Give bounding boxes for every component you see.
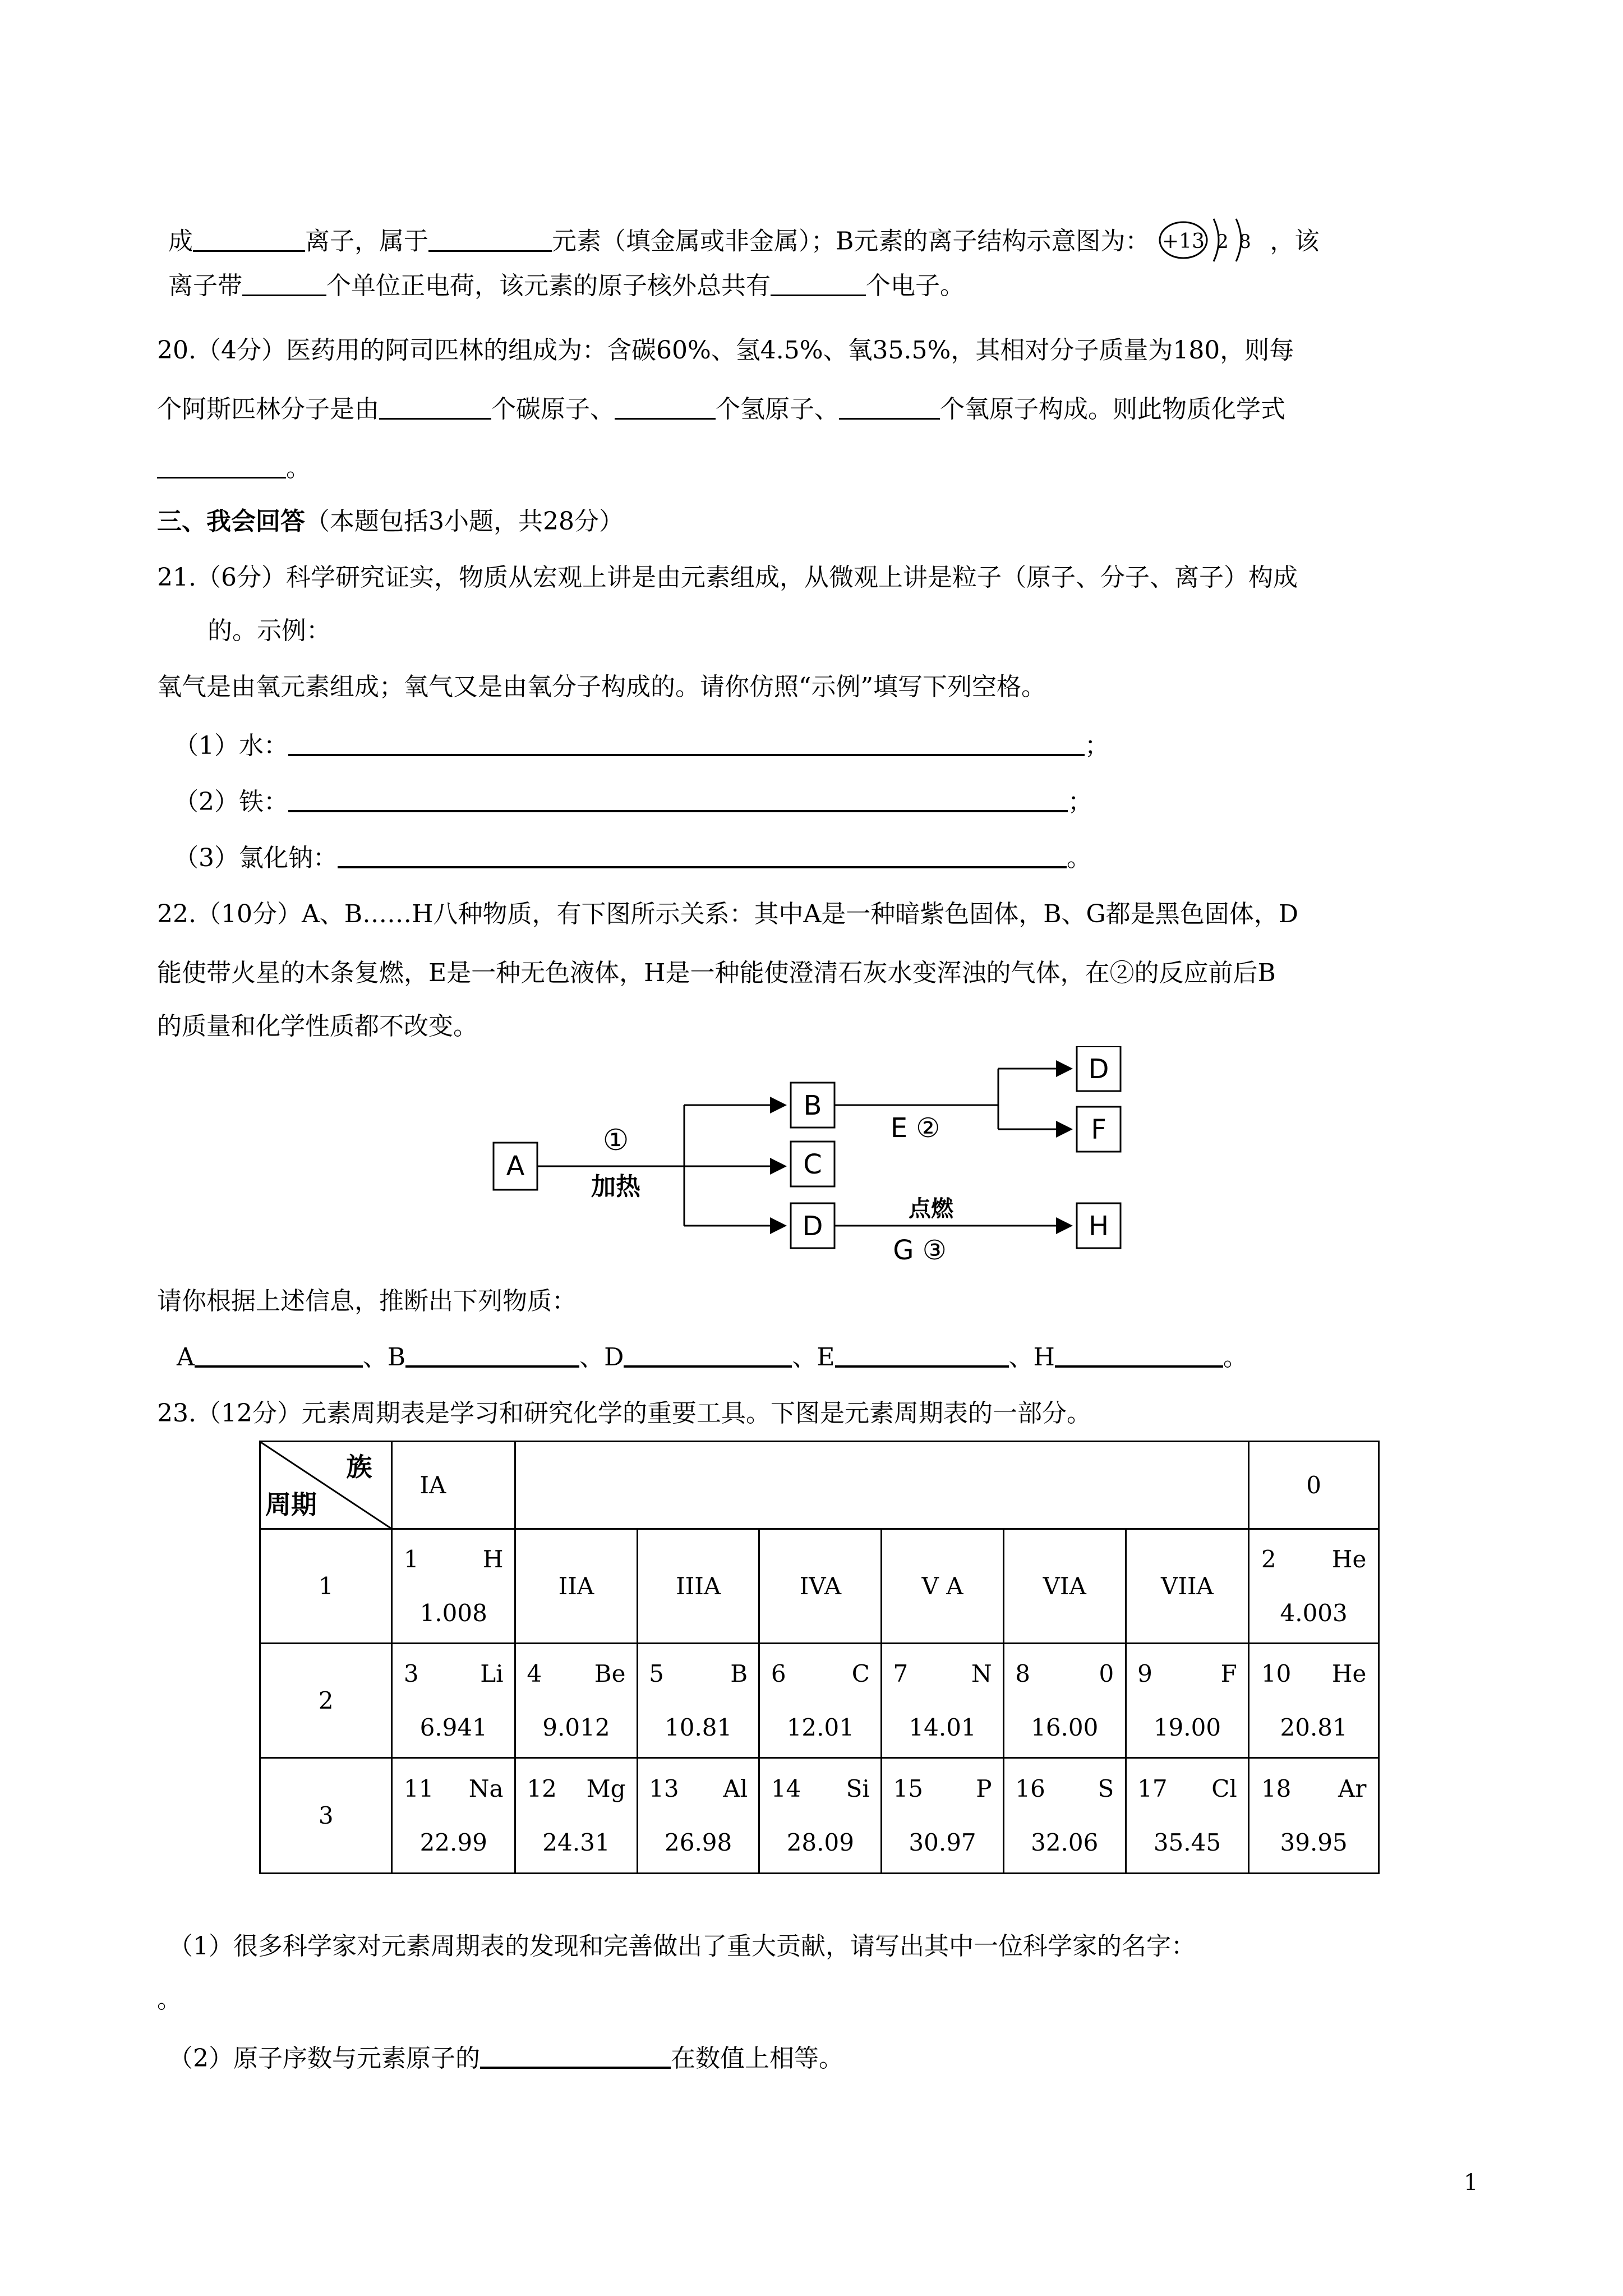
shell-2-electrons: 8	[1239, 231, 1252, 253]
group-label: IVA	[759, 1529, 882, 1644]
answer-b[interactable]	[405, 1341, 579, 1368]
answer-b-label: B	[387, 1343, 406, 1372]
ion-structure-diagram	[1158, 213, 1270, 273]
q21-item-3	[174, 841, 1091, 875]
answer-e-label: E	[817, 1343, 835, 1372]
section-note: （本题包括3小题，共28分）	[305, 507, 624, 536]
element-cell: 3 Li 6.941	[392, 1644, 515, 1758]
separator: 、	[579, 1343, 605, 1372]
answer-e[interactable]	[835, 1341, 1009, 1368]
blank[interactable]	[428, 226, 552, 252]
q21-line3: 氧气是由氧元素组成；氧气又是由氧分子构成的。请你仿照“示例”填写下列空格。	[157, 673, 1046, 701]
group-label: IIA	[515, 1529, 638, 1644]
element-cell: 4 Be 9.012	[515, 1644, 638, 1758]
q21-item-2	[174, 785, 1092, 819]
q19-text-e: 离子带	[168, 272, 242, 300]
q20-line1: 20.（4分）医药用的阿司匹林的组成为：含碳60%、氢4.5%、氧35.5%，其相对分子质量为180，则每	[157, 336, 1294, 365]
q22-line4: 请你根据上述信息，推断出下列物质：	[157, 1287, 577, 1315]
q23-sub1-end: 。	[157, 1985, 182, 2014]
box-a-label: A	[506, 1151, 525, 1182]
reaction-3-label: G ③	[893, 1235, 947, 1265]
separator: 、	[362, 1343, 388, 1372]
answer-a-label: A	[177, 1343, 195, 1372]
answer-d-label: D	[604, 1343, 624, 1372]
q22-line2: 能使带火星的木条复燃，E是一种无色液体，H是一种能使澄清石灰水变浑浊的气体，在②的反应前后B	[157, 959, 1276, 987]
group-label: V A	[882, 1529, 1004, 1644]
end-mark: 。	[1223, 1343, 1248, 1372]
group-label: VIIA	[1126, 1529, 1249, 1644]
q21-item-label: （1）水：	[174, 731, 288, 760]
answer-h-label: H	[1033, 1343, 1055, 1372]
element-cell: 7 N 14.01	[882, 1644, 1004, 1758]
q21-line1: 21.（6分）科学研究证实，物质从宏观上讲是由元素组成，从微观上讲是粒子（原子、分子、离子）构成	[157, 563, 1298, 592]
answer-line[interactable]	[288, 785, 1068, 812]
reaction-1-label: ①	[602, 1124, 629, 1157]
header-blank	[515, 1442, 1249, 1529]
blank[interactable]	[379, 393, 491, 420]
q20-text-c: 个氢原子、	[716, 395, 839, 424]
blank[interactable]	[615, 393, 716, 420]
shell-1-electrons: 2	[1216, 231, 1229, 253]
q20-line3	[157, 452, 311, 485]
q23-line1: 23.（12分）元素周期表是学习和研究化学的重要工具。下图是元素周期表的一部分。	[157, 1399, 1091, 1428]
element-cell: 14 Si 28.09	[759, 1758, 882, 1874]
ignite-label: 点燃	[909, 1196, 953, 1222]
reaction-diagram	[488, 1046, 1138, 1265]
q20-end: 。	[286, 454, 311, 482]
answer-d[interactable]	[624, 1341, 792, 1368]
q22-answers	[177, 1341, 1248, 1374]
element-cell: 15 P 30.97	[882, 1758, 1004, 1874]
q22-line3: 的质量和化学性质都不改变。	[157, 1012, 478, 1041]
box-f-label: F	[1091, 1114, 1106, 1145]
q23-sub2-text-a: （2）原子序数与元素原子的	[168, 2044, 480, 2073]
element-cell: 17 Cl 35.45	[1126, 1758, 1249, 1874]
q20-text-b: 个碳原子、	[491, 395, 615, 424]
box-b-label: B	[803, 1090, 822, 1121]
answer-line[interactable]	[480, 2042, 671, 2069]
group-label: VIA	[1003, 1529, 1126, 1644]
element-cell: 11 Na 22.99	[392, 1758, 515, 1874]
section-heading: 三、我会回答	[157, 507, 305, 536]
q19-text-f: 个单位正电荷，该元素的原子核外总共有	[326, 272, 771, 300]
q22-line1: 22.（10分）A、B……H八种物质，有下图所示关系：其中A是一种暗紫色固体，B、G都是黑色固体，D	[157, 900, 1298, 928]
q21-item-1	[174, 729, 1109, 763]
q20-text-a: 个阿斯匹林分子是由	[157, 395, 379, 424]
q19-line2	[168, 269, 965, 303]
element-cell: 1 H 1.008	[392, 1529, 515, 1644]
q23-sub2-text-b: 在数值上相等。	[671, 2044, 843, 2073]
answer-line[interactable]	[338, 841, 1067, 868]
box-d-right-label: D	[1088, 1053, 1109, 1085]
blank[interactable]	[242, 270, 326, 296]
q19-text-b: 离子，属于	[305, 227, 428, 256]
q21-line2: 的。示例：	[208, 616, 331, 645]
q21-item-end: 。	[1067, 844, 1091, 872]
section-title	[157, 505, 624, 539]
element-cell: 9 F 19.00	[1126, 1644, 1249, 1758]
period-3-row	[260, 1758, 1379, 1874]
element-cell: 18 Ar 39.95	[1249, 1758, 1379, 1874]
answer-h[interactable]	[1055, 1341, 1223, 1368]
blank[interactable]	[193, 226, 305, 252]
reaction-2-label: E ②	[890, 1112, 940, 1144]
element-cell: 2 He 4.003	[1249, 1529, 1379, 1644]
q21-item-label: （2）铁：	[174, 788, 288, 816]
table-corner-header	[260, 1442, 392, 1529]
element-cell: 6 C 12.01	[759, 1644, 882, 1758]
blank[interactable]	[157, 452, 286, 478]
heat-label: 加热	[591, 1172, 640, 1201]
periodic-table	[259, 1441, 1380, 1874]
q23-sub1: （1）很多科学家对元素周期表的发现和完善做出了重大贡献，请写出其中一位科学家的名字：	[168, 1932, 1196, 1961]
answer-line[interactable]	[288, 729, 1085, 756]
q19-line1	[168, 213, 1319, 273]
q21-item-end: ；	[1068, 788, 1092, 816]
answer-a[interactable]	[195, 1341, 363, 1368]
box-c-label: C	[803, 1149, 822, 1180]
group-header: 族	[346, 1452, 372, 1482]
q19-text-c: 元素（填金属或非金属）；B元素的离子结构示意图为：	[552, 227, 1150, 256]
q20-line2	[157, 393, 1285, 426]
period-1: 1	[260, 1529, 392, 1644]
period-header: 周期	[265, 1489, 317, 1520]
q23-sub2	[168, 2042, 843, 2076]
period-2: 2	[260, 1644, 392, 1758]
header-zero: 0	[1249, 1442, 1379, 1529]
q21-item-label: （3）氯化钠：	[174, 844, 338, 872]
q19-text-d: ，该	[1270, 227, 1320, 256]
period-2-row	[260, 1644, 1379, 1758]
element-cell: 16 S 32.06	[1003, 1758, 1126, 1874]
group-label: IIIA	[637, 1529, 759, 1644]
element-cell: 13 Al 26.98	[637, 1758, 759, 1874]
element-cell: 8 0 16.00	[1003, 1644, 1126, 1758]
separator: 、	[1008, 1343, 1034, 1372]
blank[interactable]	[771, 270, 866, 296]
q19-text-g: 个电子。	[866, 272, 965, 300]
page-number: 1	[1464, 2170, 1478, 2196]
period-3: 3	[260, 1758, 392, 1874]
header-ia: IA	[392, 1442, 515, 1529]
separator: 、	[792, 1343, 817, 1372]
element-cell: 12 Mg 24.31	[515, 1758, 638, 1874]
q19-text-a: 成	[168, 227, 193, 256]
element-cell: 5 B 10.81	[637, 1644, 759, 1758]
nucleus-charge: +13	[1162, 230, 1205, 253]
blank[interactable]	[839, 393, 940, 420]
q20-text-d: 个氧原子构成。则此物质化学式	[940, 395, 1285, 424]
q21-item-end: ；	[1085, 731, 1109, 760]
box-d-label: D	[802, 1211, 823, 1242]
element-cell: 10 He 20.81	[1249, 1644, 1379, 1758]
box-h-label: H	[1088, 1211, 1109, 1242]
